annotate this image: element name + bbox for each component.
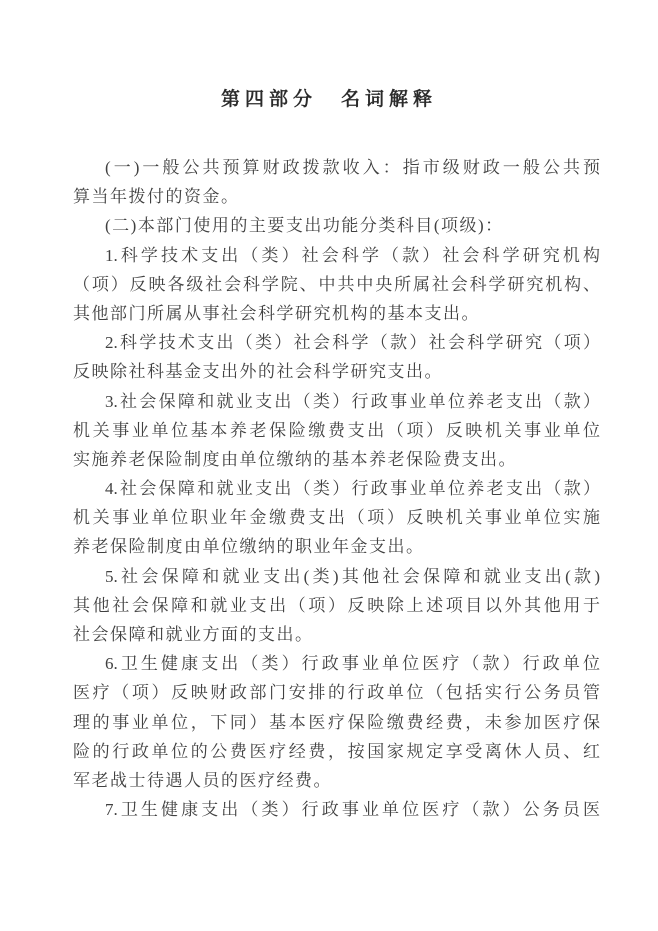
text-line: 1.科学技术支出（类）社会科学（款）社会科学研究机构 bbox=[105, 245, 600, 265]
text-line: 算当年拨付的资金。 bbox=[73, 187, 240, 207]
text-line: 养老保险制度由单位缴纳的职业年金支出。 bbox=[73, 537, 425, 557]
text-line: 3.社会保障和就业支出（类）行政事业单位养老支出（款） bbox=[105, 391, 600, 411]
text-line: 机关事业单位基本养老保险缴费支出（项）反映机关事业单位 bbox=[73, 420, 600, 440]
text-line: (一)一般公共预算财政拨款收入：指市级财政一般公共预 bbox=[105, 158, 600, 177]
text-line: （项）反映各级社会科学院、中共中央所属社会科学研究机构、 bbox=[73, 274, 600, 294]
document-body bbox=[73, 153, 600, 824]
text-line: 5.社会保障和就业支出(类)其他社会保障和就业支出(款) bbox=[105, 566, 600, 586]
text-line: 社会保障和就业方面的支出。 bbox=[73, 625, 314, 644]
text-line: 军老战士待遇人员的医疗经费。 bbox=[73, 770, 332, 790]
text-line: 其他社会保障和就业支出（项）反映除上述项目以外其他用于 bbox=[73, 595, 600, 615]
text-line: 险的行政单位的公费医疗经费，按国家规定享受离休人员、红 bbox=[73, 741, 600, 761]
text-line: 医疗（项）反映财政部门安排的行政单位（包括实行公务员管 bbox=[73, 683, 600, 703]
text-line: (二)本部门使用的主要支出功能分类科目(项级)： bbox=[105, 216, 504, 236]
text-line: 6.卫生健康支出（类）行政事业单位医疗（款）行政单位 bbox=[105, 654, 600, 674]
text-line: 理的事业单位，下同）基本医疗保险缴费经费，未参加医疗保 bbox=[73, 712, 600, 732]
text-line: 实施养老保险制度由单位缴纳的基本养老保险费支出。 bbox=[73, 449, 517, 469]
text-line: 4.社会保障和就业支出（类）行政事业单位养老支出（款） bbox=[105, 479, 600, 499]
text-line: 其他部门所属从事社会科学研究机构的基本支出。 bbox=[73, 303, 480, 323]
text-line: 反映除社科基金支出外的社会科学研究支出。 bbox=[73, 362, 443, 382]
section-title: 第四部分 名词解释 bbox=[220, 89, 437, 110]
text-line: 2.科学技术支出（类）社会科学（款）社会科学研究（项） bbox=[105, 333, 600, 353]
text-line: 7.卫生健康支出（类）行政事业单位医疗（款）公务员医 bbox=[105, 800, 600, 820]
text-line: 机关事业单位职业年金缴费支出（项）反映机关事业单位实施 bbox=[73, 508, 600, 528]
